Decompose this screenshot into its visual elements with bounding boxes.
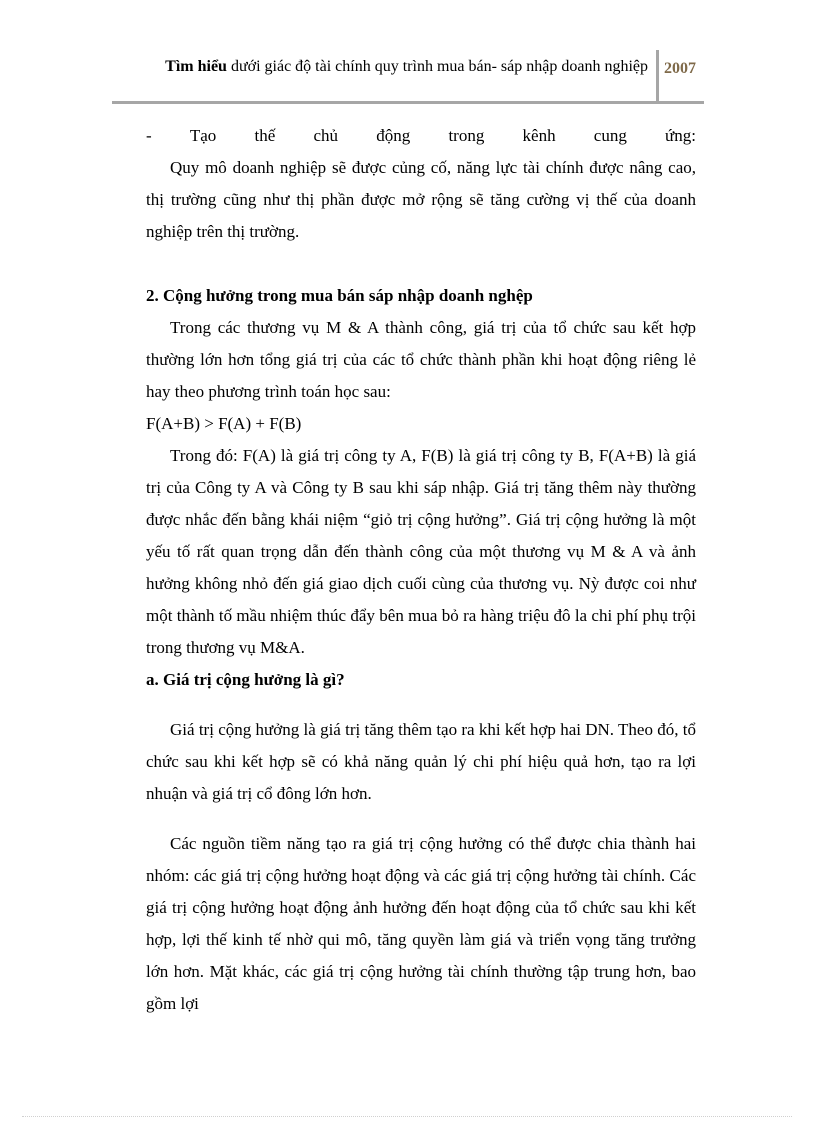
bullet-word: động (376, 126, 411, 145)
subsection-heading: a. Giá trị cộng hưởng là gì? (146, 670, 345, 689)
paragraph: Giá trị cộng hưởng là giá trị tăng thêm tạo ra khi kết hợp hai DN. Theo đó, tổ chức sau khi kết hợp sẽ có khả năng quản lý chi phí hiệu quả hơn, tạo ra lợi nhuận và giá trị cổ đông lớn hơn. (146, 720, 696, 803)
bullet-word: ứng: (665, 126, 696, 145)
spacer (146, 810, 696, 828)
spacer (146, 248, 696, 280)
header-year: 2007 (664, 60, 696, 77)
header-title-bold: Tìm hiểu (165, 58, 227, 75)
bullet-word: kênh (522, 126, 556, 145)
header-divider (656, 50, 659, 102)
header-title-rest: dưới giác độ tài chính quy trình mua bán- sáp nhập doanh nghiệp (226, 58, 648, 75)
document-body (146, 120, 696, 1020)
page-bottom-border (22, 1116, 792, 1117)
bullet-word: trong (448, 126, 485, 145)
bullet-marker: - (146, 126, 152, 145)
paragraph: Quy mô doanh nghiệp sẽ được củng cố, năng lực tài chính được nâng cao, thị trường cũng như thị phần được mở rộng sẽ tăng cường vị thế của doanh nghiệp trên thị trường. (146, 158, 696, 241)
section-heading: 2. Cộng hưởng trong mua bán sáp nhập doanh nghệp (146, 286, 533, 305)
bullet-word: Tạo (189, 126, 217, 145)
bullet-line (146, 120, 696, 152)
bullet-word: chủ (313, 126, 339, 145)
bullet-word: thế (254, 126, 276, 145)
formula: F(A+B) > F(A) + F(B) (146, 414, 302, 433)
page-header-title (100, 58, 648, 76)
header-rule (112, 101, 704, 104)
paragraph: Các nguồn tiềm năng tạo ra giá trị cộng hưởng có thể được chia thành hai nhóm: các giá trị cộng hưởng hoạt động và các giá trị cộng hưởng tài chính. Các giá trị cộng hưởng hoạt động ảnh hưởng đến hoạt động của tổ chức sau khi kết hợp, lợi thế kinh tế nhờ qui mô, tăng quyền làm giá và triển vọng tăng trưởng lớn hơn. Mặt khác, các giá trị cộng hưởng tài chính thường tập trung hơn, bao gồm lợi (146, 834, 696, 1013)
spacer (146, 696, 696, 714)
paragraph: Trong đó: F(A) là giá trị công ty A, F(B) là giá trị công ty B, F(A+B) là giá trị của Công ty A và Công ty B sau khi sáp nhập. Giá trị tăng thêm này thường được nhắc đến bằng khái niệm “giỏ trị cộng hưởng”. Giá trị cộng hưởng là một yếu tố rất quan trọng dẫn đến thành công của một thương vụ M & A và ảnh hưởng không nhỏ đến giá giao dịch cuối cùng của thương vụ. Nỳ được coi như một thành tố mầu nhiệm thúc đẩy bên mua bỏ ra hàng triệu đô la chi phí phụ trội trong thương vụ M&A. (146, 446, 696, 657)
bullet-word: cung (593, 126, 627, 145)
paragraph: Trong các thương vụ M & A thành công, giá trị của tổ chức sau kết hợp thường lớn hơn tổng giá trị của các tổ chức thành phần khi hoạt động riêng lẻ hay theo phương trình toán học sau: (146, 318, 696, 401)
